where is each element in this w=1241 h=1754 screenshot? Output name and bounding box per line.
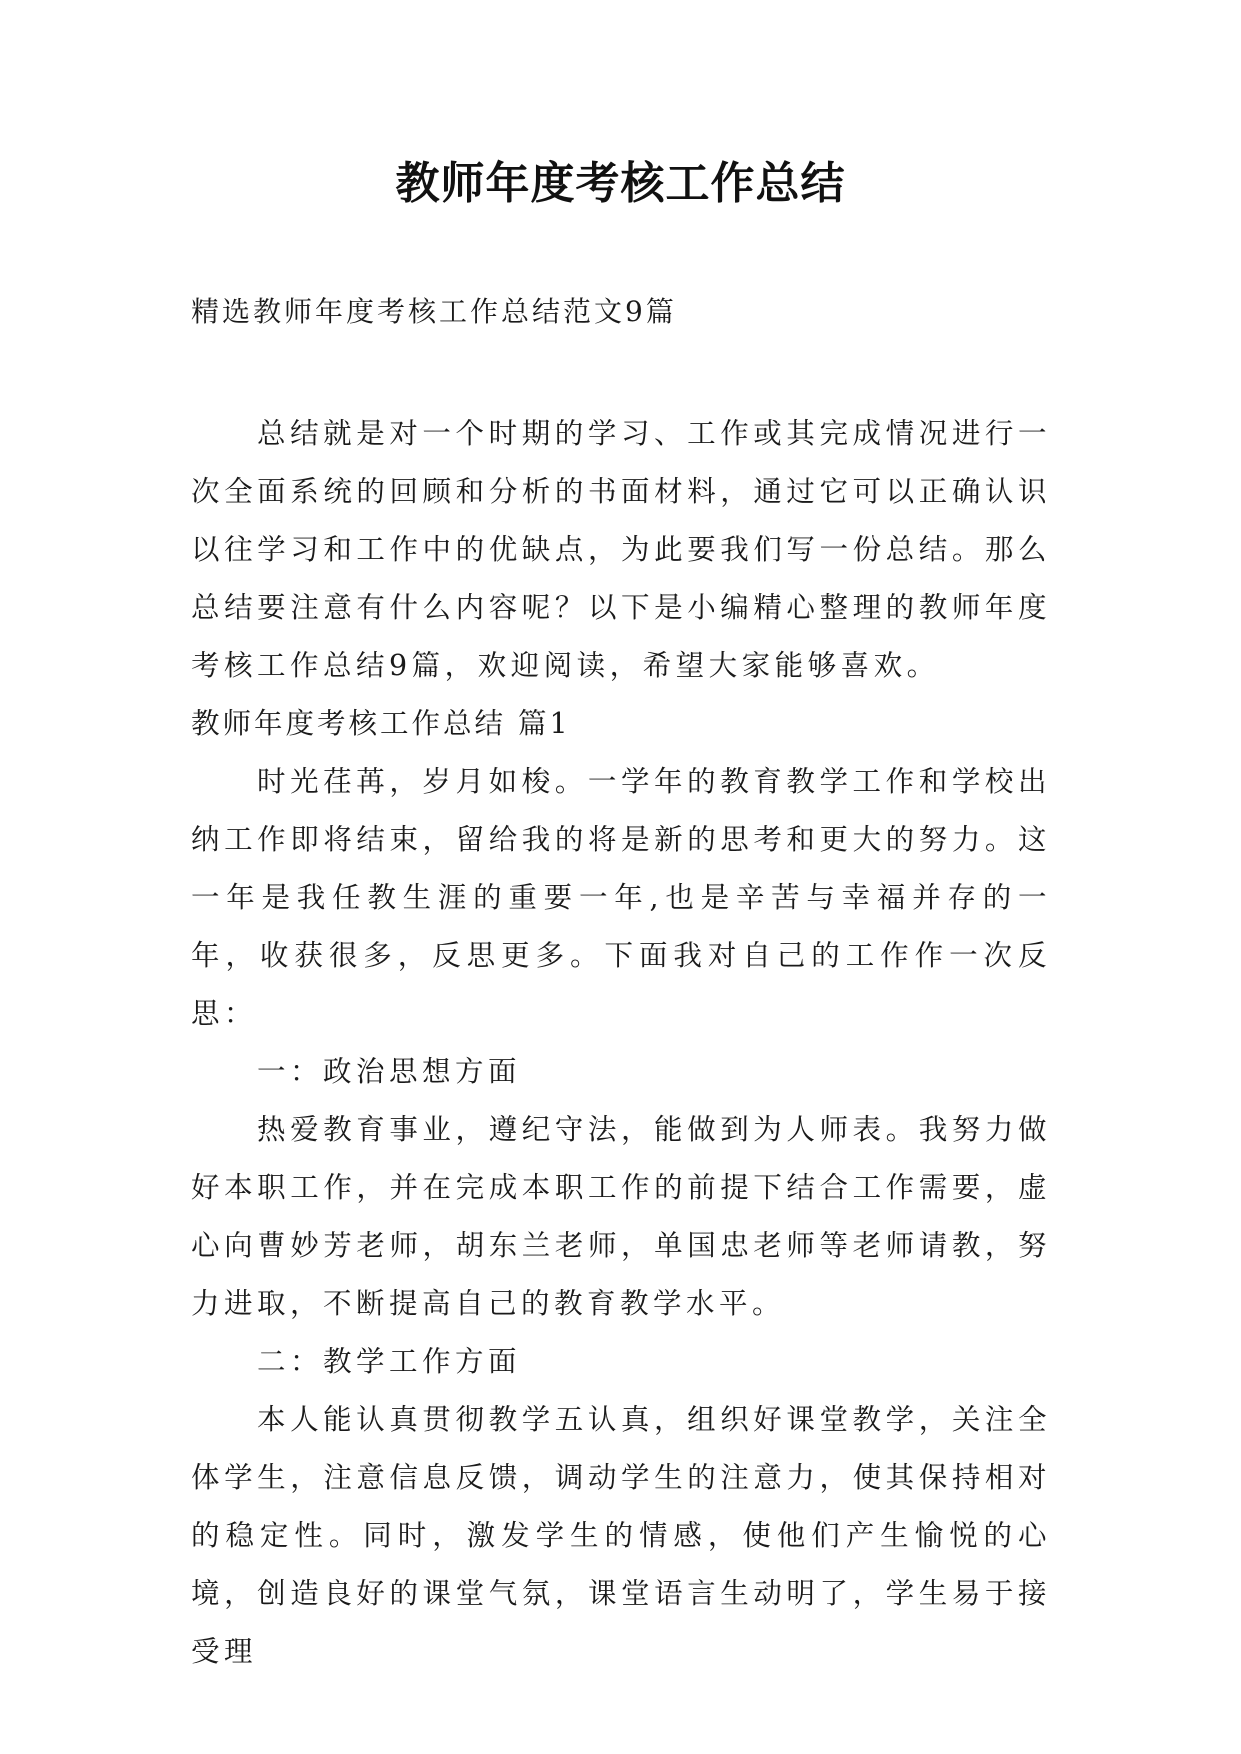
document-subtitle: 精选教师年度考核工作总结范文9篇 — [191, 295, 677, 328]
teaching-paragraph: 本人能认真贯彻教学五认真，组织好课堂教学，关注全体学生，注意信息反馈，调动学生的注意力，使其保持相对的稳定性。同时，激发学生的情感，使他们产生愉悦的心境，创造良好的课堂气氛，课堂语言生动明了，学生易于接受理 — [191, 1403, 1051, 1668]
subheading-teaching: 二：教学工作方面 — [257, 1345, 522, 1378]
document-title: 教师年度考核工作总结 — [395, 158, 846, 209]
subheading-politics: 一：政治思想方面 — [257, 1055, 522, 1088]
politics-paragraph: 热爱教育事业，遵纪守法，能做到为人师表。我努力做好本职工作，并在完成本职工作的前提下结合工作需要，虚心向曹妙芳老师，胡东兰老师，单国忠老师等老师请教，努力进取，不断提高自己的教育教学水平。 — [191, 1113, 1051, 1320]
part1-paragraph: 时光荏苒，岁月如梭。一学年的教育教学工作和学校出纳工作即将结束，留给我的将是新的思考和更大的努力。这一年是我任教生涯的重要一年,也是辛苦与幸福并存的一年，收获很多，反思更多。下面我对自己的工作作一次反思： — [191, 765, 1051, 1030]
intro-paragraph: 总结就是对一个时期的学习、工作或其完成情况进行一次全面系统的回顾和分析的书面材料，通过它可以正确认识以往学习和工作中的优缺点，为此要我们写一份总结。那么总结要注意有什么内容呢？以下是小编精心整理的教师年度考核工作总结9篇，欢迎阅读，希望大家能够喜欢。 — [191, 417, 1051, 682]
section-heading-part1: 教师年度考核工作总结 篇1 — [191, 707, 571, 740]
document-body — [191, 405, 1051, 1681]
